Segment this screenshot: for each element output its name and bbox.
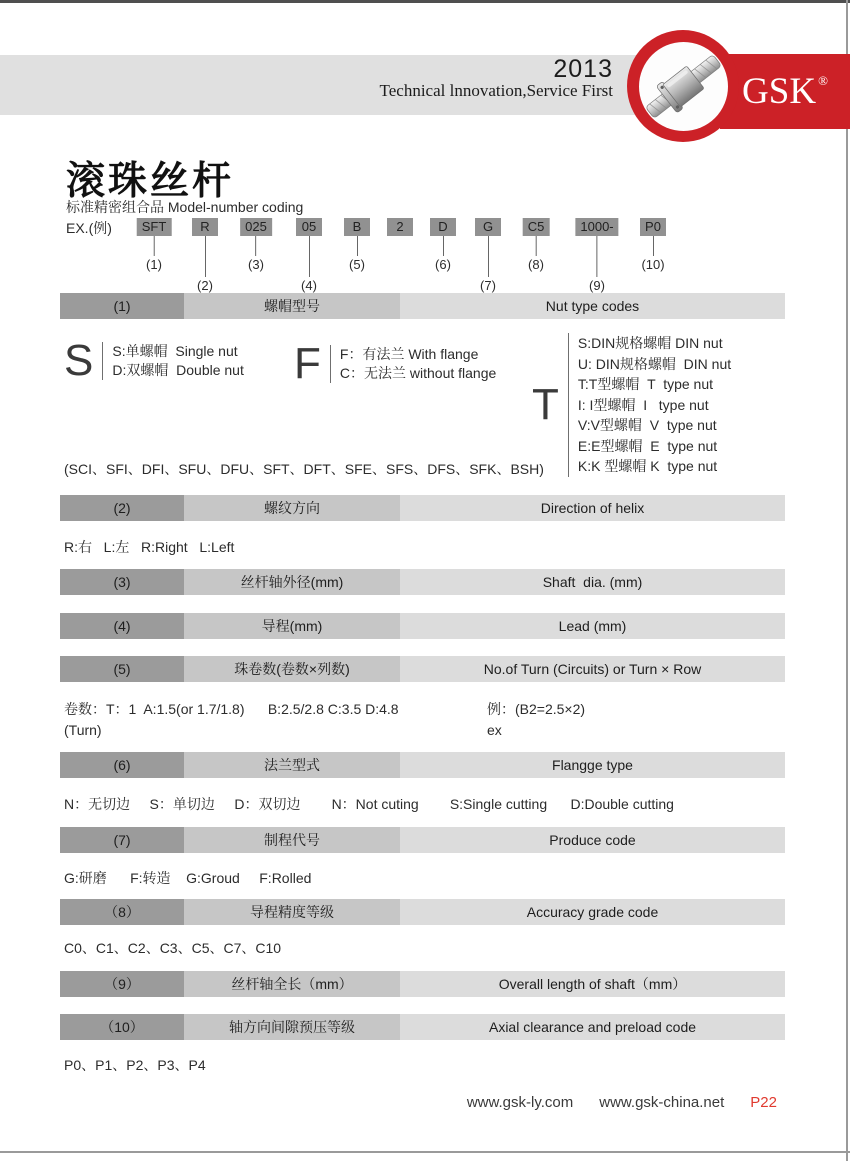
section-number: (4)	[60, 613, 184, 639]
section-title-cn: 制程代号	[184, 827, 400, 853]
code-number: (4)	[301, 278, 317, 293]
code-box: B	[344, 218, 370, 236]
turn-example-en: ex	[487, 722, 502, 738]
gsk-logo-text: GSK	[742, 71, 817, 112]
nut-s-items	[102, 342, 244, 380]
code-number: (6)	[435, 257, 451, 272]
code-group-g	[475, 218, 501, 293]
code-box: 025	[240, 218, 272, 236]
code-group-r	[192, 218, 218, 293]
header-year: 2013	[553, 55, 613, 83]
page-right-rule	[846, 0, 848, 1161]
ballscrew-image	[639, 42, 728, 131]
code-number: (5)	[349, 257, 365, 272]
helix-direction-note: R:右 L:左 R:Right L:Left	[64, 539, 235, 555]
nut-letter-f: F	[294, 339, 321, 388]
section-bar-7	[60, 827, 785, 853]
turn-example: 例：(B2=2.5×2)	[487, 701, 586, 717]
section-bar-5	[60, 656, 785, 682]
section-number: (7)	[60, 827, 184, 853]
flange-type-note: N：无切边 S：单切边 D：双切边 N：Not cuting S:Single cutting D:Double cutting	[64, 796, 674, 812]
section-bar-8	[60, 899, 785, 925]
code-leader-line	[154, 236, 155, 256]
section-number: （10）	[60, 1014, 184, 1040]
section-number: (2)	[60, 495, 184, 521]
section-bar-3	[60, 569, 785, 595]
code-leader-line	[488, 236, 489, 277]
code-box: R	[192, 218, 218, 236]
nut-item: T:T型螺帽 T type nut	[577, 376, 714, 392]
page-top-rule	[0, 0, 850, 3]
nut-item: F：有法兰 With flange	[339, 346, 479, 362]
section-title-cn: 轴方向间隙预压等级	[184, 1014, 400, 1040]
code-box: 2	[387, 218, 413, 236]
turn-label: (Turn)	[64, 722, 102, 738]
gsk-logo	[720, 54, 850, 129]
code-leader-line	[309, 236, 310, 277]
code-box: G	[475, 218, 501, 236]
code-leader-line	[357, 236, 358, 256]
nut-item: C：无法兰 without flange	[339, 365, 497, 381]
section-title-cn: 丝杆轴全长（mm）	[184, 971, 400, 997]
code-box: P0	[640, 218, 666, 236]
section-title-en: Produce code	[400, 827, 785, 853]
section-bar-2	[60, 495, 785, 521]
section-title-cn: 导程(mm)	[184, 613, 400, 639]
footer-site-1: www.gsk-ly.com	[466, 1094, 574, 1111]
preload-grades-note: P0、P1、P2、P3、P4	[64, 1057, 206, 1073]
section-number: (3)	[60, 569, 184, 595]
registered-mark: ®	[818, 72, 828, 88]
code-box: SFT	[137, 218, 172, 236]
code-group-1000	[575, 218, 618, 293]
section-title-en: Nut type codes	[400, 293, 785, 319]
code-number: (9)	[589, 278, 605, 293]
section-title-en: No.of Turn (Circuits) or Turn × Row	[400, 656, 785, 682]
code-leader-line	[205, 236, 206, 277]
nut-type-t-group	[532, 333, 731, 477]
nut-item: I: I型螺帽 I type nut	[577, 396, 709, 413]
page-subtitle: 标准精密组合品 Model-number coding	[66, 199, 304, 215]
ballscrew-badge	[627, 30, 739, 142]
section-number: （8）	[60, 899, 184, 925]
nut-item: K:K 型螺帽 K type nut	[577, 458, 718, 474]
nut-item: V:V型螺帽 V type nut	[577, 417, 717, 433]
accuracy-grades-note: C0、C1、C2、C3、C5、C7、C10	[64, 940, 282, 956]
code-number: (10)	[641, 257, 665, 272]
code-box: C5	[523, 218, 550, 236]
nut-item: U: DIN规格螺帽 DIN nut	[577, 355, 732, 372]
footer-site-2: www.gsk-china.net	[599, 1094, 725, 1111]
code-group-b	[344, 218, 370, 272]
nut-item: E:E型螺帽 E type nut	[577, 437, 718, 454]
nut-letter-t: T	[532, 379, 559, 429]
example-label: EX.(例)	[66, 220, 112, 236]
section-number: （9）	[60, 971, 184, 997]
section-title-en: Lead (mm)	[400, 613, 785, 639]
code-group-c5	[523, 218, 550, 272]
section-number: (1)	[60, 293, 184, 319]
code-group-025	[240, 218, 272, 272]
code-number: (2)	[197, 278, 213, 293]
code-number: (7)	[480, 278, 496, 293]
nut-item: D:双螺帽 Double nut	[112, 362, 244, 378]
nut-letter-s: S	[64, 336, 94, 385]
section-bar-9	[60, 971, 785, 997]
code-box: 05	[296, 218, 322, 236]
code-group-sft	[137, 218, 172, 272]
nut-type-f-group	[294, 339, 497, 388]
code-group-05	[296, 218, 322, 293]
section-title-en: Accuracy grade code	[400, 899, 785, 925]
nut-type-s-group	[64, 336, 244, 385]
code-box: D	[430, 218, 456, 236]
produce-code-note: G:研磨 F:转造 G:Groud F:Rolled	[64, 870, 312, 886]
header-slogan: Technical lnnovation,Service First	[379, 81, 613, 100]
section-bar-6	[60, 752, 785, 778]
code-number: (3)	[248, 257, 264, 272]
page-number: P22	[750, 1094, 777, 1111]
ballscrew-icon	[639, 42, 728, 131]
section-title-cn: 珠卷数(卷数×列数)	[184, 656, 400, 682]
section-bar-10	[60, 1014, 785, 1040]
section-bar-4	[60, 613, 785, 639]
code-leader-line	[536, 236, 537, 256]
section-title-cn: 导程精度等级	[184, 899, 400, 925]
nut-f-items	[330, 345, 496, 383]
header-text	[380, 57, 613, 100]
section-bar-1	[60, 293, 785, 319]
code-leader-line	[255, 236, 256, 256]
section-title-en: Direction of helix	[400, 495, 785, 521]
code-group-p0	[640, 218, 666, 272]
code-number: (8)	[528, 257, 544, 272]
code-leader-line	[653, 236, 654, 256]
section-title-en: Overall length of shaft（mm）	[400, 971, 785, 997]
code-box: 1000-	[575, 218, 618, 236]
section-title-en: Shaft dia. (mm)	[400, 569, 785, 595]
section-title-cn: 螺帽型号	[184, 293, 400, 319]
section-number: (6)	[60, 752, 184, 778]
section-title-cn: 螺纹方向	[184, 495, 400, 521]
code-group-2	[387, 218, 413, 236]
section-number: (5)	[60, 656, 184, 682]
section-title-cn: 丝杆轴外径(mm)	[184, 569, 400, 595]
nut-item: S:单螺帽 Single nut	[112, 343, 238, 359]
turn-codes-note: 卷数：T：1 A:1.5(or 1.7/1.8) B:2.5/2.8 C:3.5 D:4.8	[64, 701, 399, 717]
nut-t-items	[568, 333, 731, 477]
section-title-cn: 法兰型式	[184, 752, 400, 778]
nut-item: S:DIN规格螺帽 DIN nut	[577, 335, 723, 351]
section-title-en: Axial clearance and preload code	[400, 1014, 785, 1040]
code-number: (1)	[146, 257, 162, 272]
page-title: 滚珠丝杆	[66, 160, 235, 203]
code-leader-line	[443, 236, 444, 256]
footer	[0, 1094, 777, 1111]
page-bottom-rule	[0, 1151, 850, 1153]
code-leader-line	[597, 236, 598, 277]
code-group-d	[430, 218, 456, 272]
series-note: (SCI、SFI、DFI、SFU、DFU、SFT、DFT、SFE、SFS、DFS、SFK、BSH)	[64, 461, 544, 477]
section-title-en: Flangge type	[400, 752, 785, 778]
